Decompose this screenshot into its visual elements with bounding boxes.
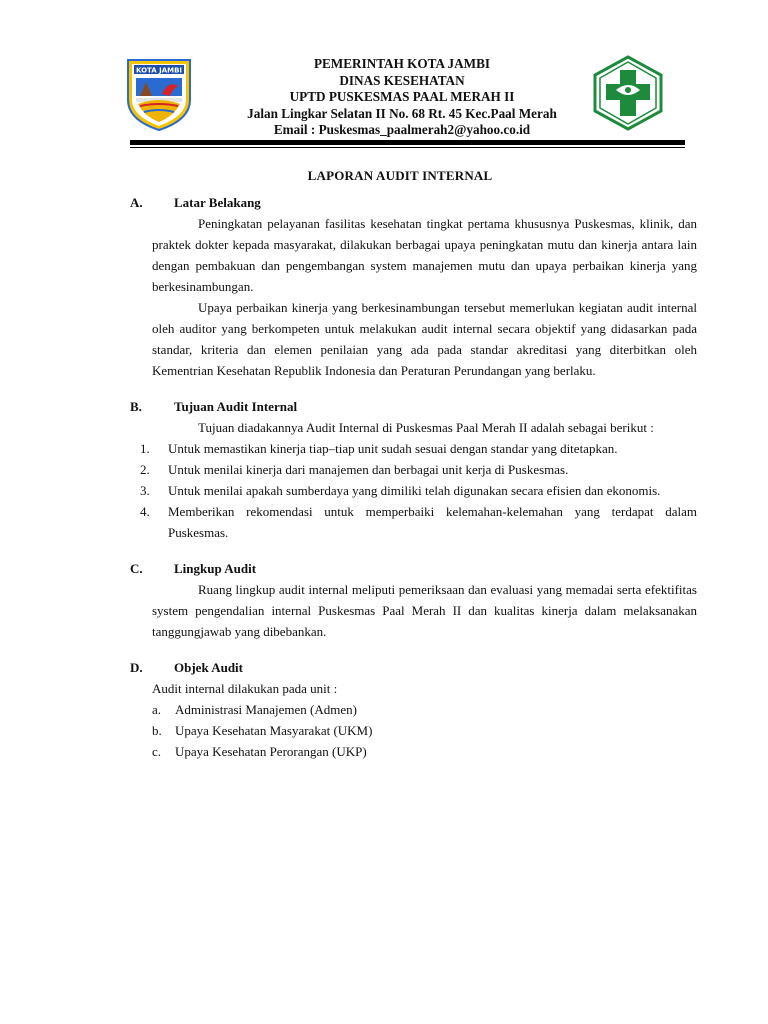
section-letter: C. <box>130 561 143 576</box>
list-number: 2. <box>140 462 150 477</box>
section-d-heading <box>130 657 697 678</box>
list-text: Upaya Kesehatan Perorangan (UKP) <box>175 744 367 759</box>
letterhead-rule-thick <box>130 140 685 145</box>
government-name: PEMERINTAH KOTA JAMBI <box>313 56 491 71</box>
list-text: Untuk menilai kinerja dari manajemen dan berbagai unit kerja di Puskesmas. <box>168 462 569 477</box>
list-number: 3. <box>140 483 150 498</box>
list-item <box>130 501 697 543</box>
paragraph: Peningkatan pelayanan fasilitas kesehatan tingkat pertama khususnya Puskesmas, klinik, dan praktek dokter kepada masyarakat, dilakukan berbagai upaya peningkatan mutu dan kinerja antara lain dengan pembakuan dan pengembangan system manajemen mutu dan upaya perbaikan kinerja yang berkesinambungan. <box>152 216 697 294</box>
agency-name: DINAS KESEHATAN <box>339 72 465 88</box>
section-title: Objek Audit <box>174 660 243 675</box>
paragraph: Audit internal dilakukan pada unit : <box>152 681 338 696</box>
list-text: Untuk memastikan kinerja tiap–tiap unit sudah sesuai dengan standar yang ditetapkan. <box>168 441 618 456</box>
document-title: LAPORAN AUDIT INTERNAL <box>307 168 493 183</box>
objectives-list <box>130 438 697 543</box>
email-line: Email : Puskesmas_paalmerah2@yahoo.co.id <box>273 122 531 137</box>
paragraph: Tujuan diadakannya Audit Internal di Puskesmas Paal Merah II adalah sebagai berikut : <box>198 420 654 435</box>
section-title: Tujuan Audit Internal <box>174 399 298 414</box>
section-letter: D. <box>130 660 143 675</box>
kota-jambi-emblem-icon <box>122 56 196 132</box>
address-line: Jalan Lingkar Selatan II No. 68 Rt. 45 Kec.Paal Merah <box>247 105 557 121</box>
list-number: 4. <box>140 504 150 519</box>
list-item <box>130 480 697 501</box>
list-letter: b. <box>152 723 162 738</box>
list-number: 1. <box>140 441 150 456</box>
audit-units-list <box>130 699 697 762</box>
list-item <box>130 741 697 762</box>
puskesmas-logo-icon <box>590 54 666 132</box>
emblem-caption: KOTA JAMBI <box>135 66 183 75</box>
section-c-heading <box>130 558 697 579</box>
section-title: Latar Belakang <box>174 195 261 210</box>
letterhead-rule-thin <box>130 147 685 148</box>
list-letter: a. <box>152 702 162 717</box>
list-text: Untuk menilai apakah sumberdaya yang dimiliki telah digunakan secara efisien dan ekonomis. <box>168 483 661 498</box>
section-a-heading <box>130 192 697 213</box>
list-text: Administrasi Manajemen (Admen) <box>175 702 357 717</box>
section-letter: A. <box>130 195 143 210</box>
list-letter: c. <box>152 744 162 759</box>
section-b-heading <box>130 396 697 417</box>
list-item <box>130 459 697 480</box>
letterhead <box>0 0 768 150</box>
unit-name: UPTD PUSKESMAS PAAL MERAH II <box>289 89 515 104</box>
list-item <box>130 699 697 720</box>
letterhead-text <box>200 56 604 139</box>
list-item <box>130 438 697 459</box>
list-text: Memberikan rekomendasi untuk memperbaiki kelemahan-kelemahan yang terdapat dalam Puskesmas. <box>168 504 697 540</box>
paragraph: Upaya perbaikan kinerja yang berkesinambungan tersebut memerlukan kegiatan audit internal oleh auditor yang berkompeten untuk melakukan audit internal secara objektif yang didasarkan pada standar, kriteria dan elemen penilaian yang ada pada standar akreditasi yang diterbitkan oleh Kementrian Kesehatan Republik Indonesia dan Peraturan Perundangan yang berlaku. <box>152 300 697 378</box>
list-text: Upaya Kesehatan Masyarakat (UKM) <box>175 723 373 738</box>
document-body <box>130 192 697 762</box>
section-title: Lingkup Audit <box>174 561 257 576</box>
section-letter: B. <box>130 399 142 414</box>
list-item <box>130 720 697 741</box>
paragraph: Ruang lingkup audit internal meliputi pemeriksaan dan evaluasi yang memadai serta efektifitas system pengendalian internal Puskesmas Paal Merah II dan kualitas kinerja dalam melaksanakan tanggungjawab yang dibebankan. <box>152 582 697 639</box>
